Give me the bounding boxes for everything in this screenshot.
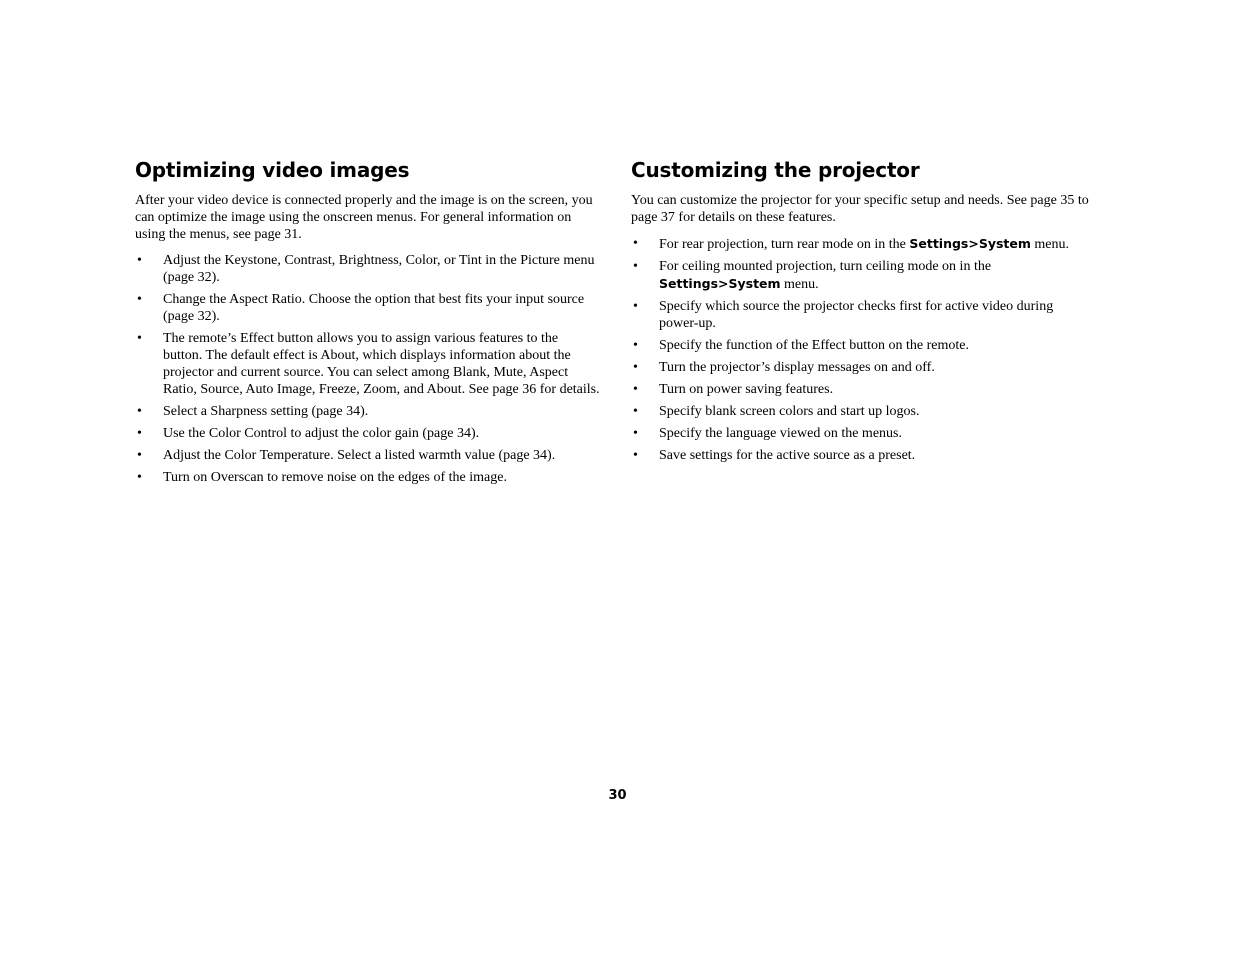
list-item — [631, 298, 1093, 332]
list-item — [631, 425, 1093, 442]
list-item-text: Select a Sharpness setting (page 34). — [163, 404, 369, 419]
bullet-icon: • — [633, 299, 638, 314]
bullet-icon: • — [633, 426, 638, 441]
section-customizing-projector — [631, 158, 1093, 469]
list-item-text: Turn on Overscan to remove noise on the edges of the image. — [163, 470, 507, 485]
page-number: 30 — [608, 788, 627, 803]
menu-path: Settings>System — [909, 236, 1031, 251]
bullet-icon: • — [137, 426, 142, 441]
list-item — [135, 403, 600, 420]
section-optimizing-video — [135, 158, 600, 491]
bullet-list — [135, 252, 600, 486]
list-item-text: Turn on power saving features. — [659, 382, 834, 397]
list-item-text: For ceiling mounted projection, turn ceiling mode on in the — [659, 259, 992, 274]
bullet-icon: • — [633, 259, 638, 274]
section-heading: Customizing the projector — [631, 158, 920, 182]
bullet-icon: • — [633, 338, 638, 353]
list-item-text: For rear projection, turn rear mode on in the — [659, 237, 910, 252]
list-item — [135, 469, 600, 486]
list-item — [135, 330, 600, 398]
list-item-text: Specify which source the projector checks first for active video during power-up. — [659, 299, 1054, 331]
bullet-icon: • — [137, 404, 142, 419]
bullet-icon: • — [633, 404, 638, 419]
list-item-text: Turn the projector’s display messages on and off. — [659, 360, 935, 375]
bullet-icon: • — [633, 236, 638, 251]
bullet-icon: • — [633, 448, 638, 463]
list-item — [631, 447, 1093, 464]
list-item — [631, 235, 1093, 253]
list-item-text: menu. — [780, 277, 819, 292]
section-intro: You can customize the projector for your specific setup and needs. See page 35 to page 37 for details on these features. — [631, 193, 1089, 225]
list-item-text: Specify the language viewed on the menus. — [659, 426, 902, 441]
list-item — [631, 258, 1093, 293]
list-item-text: The remote’s Effect button allows you to assign various features to the button. The default effect is About, which displays information about the projector and current source. You can select among Blank, Mute, Aspect Ratio, Source, Auto Image, Freeze, Zoom, and About. See page 36 for details. — [163, 331, 600, 397]
list-item-text: menu. — [1030, 237, 1070, 252]
section-intro: After your video device is connected properly and the image is on the screen, you can optimize the image using the onscreen menus. For general information on using the menus, see page 31. — [135, 193, 593, 242]
list-item-text: Change the Aspect Ratio. Choose the option that best fits your input source (page 32). — [163, 292, 585, 324]
list-item — [631, 337, 1093, 354]
bullet-icon: • — [633, 360, 638, 375]
bullet-icon: • — [137, 448, 142, 463]
list-item — [631, 359, 1093, 376]
list-item-text: Use the Color Control to adjust the color gain (page 34). — [163, 426, 480, 441]
list-item-text: Adjust the Keystone, Contrast, Brightness, Color, or Tint in the Picture menu (page 32). — [163, 253, 595, 285]
list-item-text: Save settings for the active source as a preset. — [659, 448, 916, 463]
bullet-list — [631, 235, 1093, 464]
list-item — [135, 425, 600, 442]
list-item-text: Adjust the Color Temperature. Select a listed warmth value (page 34). — [163, 448, 556, 463]
bullet-icon: • — [137, 331, 142, 346]
list-item — [631, 381, 1093, 398]
bullet-icon: • — [137, 292, 142, 307]
list-item — [135, 291, 600, 325]
bullet-icon: • — [137, 253, 142, 268]
list-item — [135, 447, 600, 464]
bullet-icon: • — [633, 382, 638, 397]
list-item-text: Specify the function of the Effect button on the remote. — [659, 338, 969, 353]
bullet-icon: • — [137, 470, 142, 485]
menu-path: Settings>System — [659, 276, 781, 291]
section-heading: Optimizing video images — [135, 158, 410, 182]
list-item — [135, 252, 600, 286]
list-item-text: Specify blank screen colors and start up logos. — [659, 404, 920, 419]
list-item — [631, 403, 1093, 420]
